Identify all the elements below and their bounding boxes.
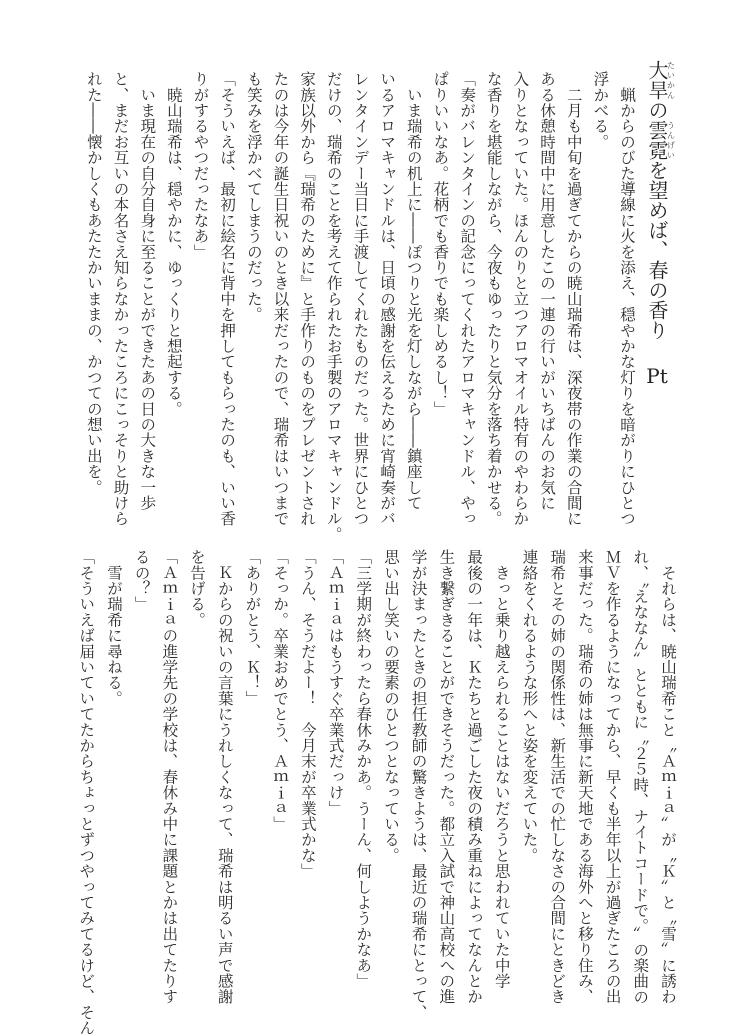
- text-line: 最後の一年は、Ｋたちと過ごした夜の積み重ねによってなんとか: [465, 549, 484, 1005]
- text-line: 「そっか。卒業おめでとう、Ａｍｉａ」: [271, 549, 290, 832]
- text-line: いるアロマキャンドルは、日頃の感謝を伝えるために宵崎奏がバ: [378, 71, 397, 527]
- text-line: きっと乗り越えられることはないだろうと思われていた中学: [492, 549, 511, 989]
- text-line: れ、〝えななん〟とともに〝２５時、ナイトコードで。〟の楽曲の: [631, 549, 650, 1005]
- text-line: ぱりいいなあ。花柄でも香りでも楽しめるし！」: [431, 71, 450, 417]
- text-line: 入りとなっていた。ほんのりと立つアロマオイル特有のやわらか: [511, 71, 530, 527]
- text-line: と、まだお互いの本名さえ知らなかったころにこっそりと助けら: [111, 71, 130, 527]
- ruby-text: たいかん: [666, 60, 676, 100]
- title-ruby-taikan: [645, 60, 676, 100]
- text-line: ある休憩時間中に用意したこの一連の行いがいちばんのお気に: [538, 71, 557, 511]
- text-line: 学が決まったときの担任教師の驚きようは、最近の瑞希にとって、: [409, 549, 428, 1020]
- text-block-lower: [72, 549, 681, 1036]
- text-line: いま現在の自分自身に至ることができたあの日の大きな一歩: [138, 71, 157, 511]
- text-line: 「うん、そうだよー！ 今月末が卒業式かな」: [298, 549, 317, 879]
- ruby-text: うんげい: [666, 120, 676, 160]
- text-line: 雪が瑞希に尋ねる。: [104, 549, 123, 706]
- text-line: 「Ａｍｉａはもうすぐ卒業式だっけ」: [326, 549, 345, 816]
- text-line: るの？」: [132, 549, 151, 612]
- text-line: レンタインデー当日に手渡してくれたものだった。世界にひとつ: [351, 71, 370, 527]
- text-line: ＭＶを作るようになってから、早くも半年以上が過ぎたころの出: [603, 549, 622, 1005]
- title-ruby-ungei: [645, 120, 676, 160]
- text-line: たのは今年の誕生日祝いのとき以来だったので、瑞希はいつまで: [271, 71, 290, 527]
- text-line: 「Ａｍｉａの進学先の学校は、春休み中に課題とかは出てたりす: [160, 549, 179, 1005]
- text-line: 瑞希とその姉の関係性は、新生活での忙しなさの合間にときどき: [548, 549, 567, 1005]
- text-line: 家族以外から『瑞希のために』と手作りのものをプレゼントされ: [298, 71, 317, 527]
- text-line: 「そういえば届いていてたからちょっとずつやってみてるけど、そん: [77, 549, 96, 1036]
- text-line: な香りを堪能しながら、今夜もゆったりと気分を落ち着かせる。: [484, 71, 503, 527]
- text-line: 連絡をくれるような形へと姿を変えていた。: [520, 549, 539, 863]
- text-line: 蝋からのびた導線に火を添え、穏やかな灯りを暗がりにひとつ: [618, 71, 636, 527]
- text-block-upper: [80, 71, 640, 542]
- text-line: を告げる。: [188, 549, 207, 628]
- text-line: れた――懐かしくもあたたかいままの、かつての想い出を。: [84, 71, 103, 495]
- text-line: 浮かべる。: [591, 71, 610, 150]
- text-line: 「ありがとう、Ｋ！」: [243, 549, 262, 706]
- text-line: 「奏がバレンタインの記念にってくれたアロマキャンドル、やっ: [458, 71, 477, 527]
- title-word: 大旱: [645, 60, 669, 100]
- text-line: それらは、暁山瑞希こと〝Ａｍｉａ〟が〝Ｋ〟と〝雪〟に誘わ: [659, 549, 677, 1005]
- text-line: いま瑞希の机上に――ぽつりと光を灯しながら――鎮座して: [404, 71, 423, 511]
- text-line: 暁山瑞希は、穏やかに、ゆっくりと想起する。: [164, 71, 183, 417]
- title-word: を望めば、春の香り: [645, 160, 669, 340]
- text-line: 来事だった。瑞希の姉は無事に新天地である海外へと移り住み、: [575, 549, 594, 1005]
- text-line: だけの、瑞希のことを考えて作られたお手製のアロマキャンドル。: [324, 71, 343, 542]
- text-line: Ｋからの祝いの言葉にうれしくなって、瑞希は明るい声で感謝: [215, 549, 234, 1005]
- text-line: りがするやつだったなあ」: [191, 71, 210, 260]
- text-line: も笑みを浮かべてしまうのだった。: [244, 71, 263, 323]
- text-line: 「三学期が終わったら春休みかあ。うーん、何しようかなあ」: [354, 549, 373, 989]
- text-line: 「そういえば、最初に絵名に背中を押してもらったのも、いい香: [218, 71, 237, 527]
- text-line: 二月も中旬を過ぎてからの暁山瑞希は、深夜帯の作業の合間に: [564, 71, 583, 527]
- title-word: 雲霓: [645, 120, 669, 160]
- title-word: の: [645, 100, 669, 120]
- text-line: 生き繋ぎきることができそうだった。都立入試で神山高校への進: [437, 549, 456, 1005]
- author-name: Pt: [646, 366, 668, 386]
- text-line: 思い出し笑いの要素のひとつとなっている。: [381, 549, 400, 863]
- story-title: [643, 60, 675, 386]
